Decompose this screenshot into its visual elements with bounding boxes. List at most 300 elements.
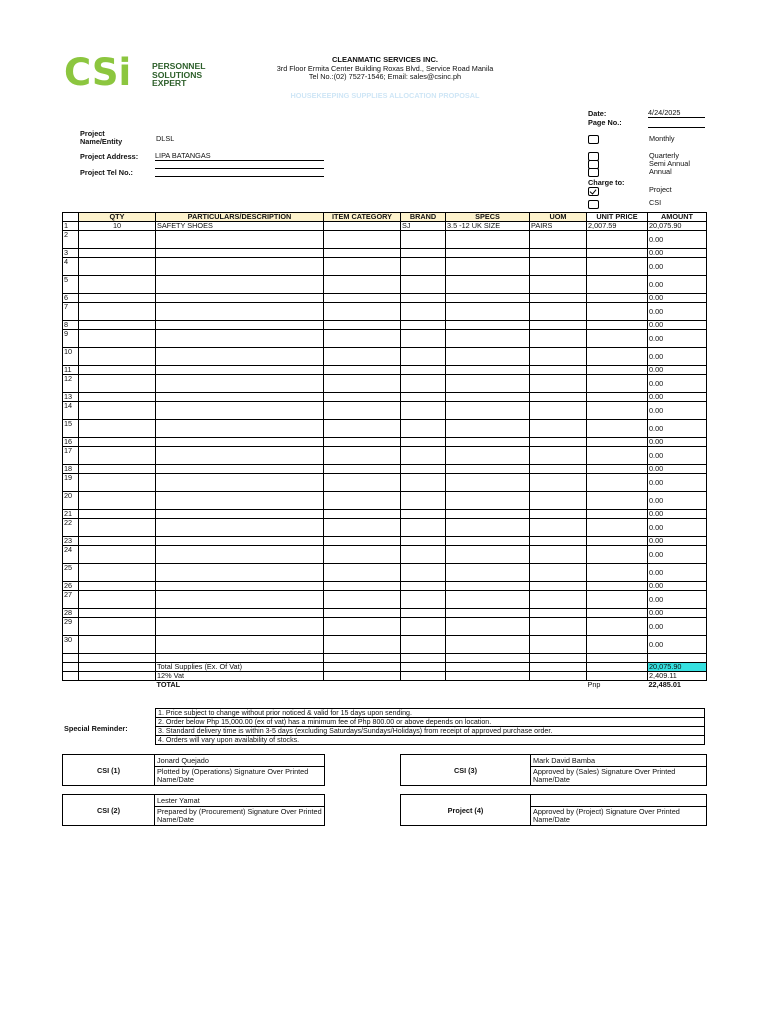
cell-uom[interactable] [530, 249, 587, 258]
cell-specs[interactable] [446, 492, 530, 510]
cell-amount[interactable]: 0.00 [648, 609, 707, 618]
cell-desc[interactable] [156, 636, 324, 654]
monthly-checkbox[interactable] [588, 135, 599, 144]
cell-desc[interactable] [156, 582, 324, 591]
cell-uom[interactable] [530, 303, 587, 321]
cell-amount[interactable]: 0.00 [648, 474, 707, 492]
cell-amount[interactable]: 0.00 [648, 402, 707, 420]
cell-amount[interactable]: 0.00 [648, 546, 707, 564]
csi-checkbox[interactable] [588, 200, 599, 209]
vat-row [63, 672, 707, 681]
cell-amount[interactable]: 0.00 [648, 582, 707, 591]
cell-brand[interactable] [401, 618, 446, 636]
table-row [63, 537, 707, 546]
cell-qty[interactable] [79, 636, 156, 654]
cell-desc[interactable] [156, 519, 324, 537]
cell-specs[interactable]: 3.5 -12 UK SIZE [446, 222, 530, 231]
cell-amount[interactable]: 0.00 [648, 420, 707, 438]
cell-brand[interactable] [401, 492, 446, 510]
cell-uom[interactable] [530, 447, 587, 465]
table-row [63, 276, 707, 294]
cell-desc[interactable] [156, 564, 324, 582]
total-currency: Pnp [587, 680, 601, 689]
project-checkbox[interactable] [588, 187, 599, 196]
cell-qty[interactable] [79, 231, 156, 249]
table-row [63, 366, 707, 375]
table-row [63, 321, 707, 330]
cell-desc[interactable] [156, 294, 324, 303]
cell-desc[interactable] [156, 447, 324, 465]
cell-no: 30 [63, 636, 79, 654]
cell-price[interactable] [587, 393, 648, 402]
cell-qty[interactable] [79, 447, 156, 465]
cell-desc[interactable] [156, 420, 324, 438]
cell-desc[interactable] [156, 618, 324, 636]
table-row [63, 618, 707, 636]
cell-cat[interactable] [324, 330, 401, 348]
cell-brand[interactable] [401, 231, 446, 249]
cell-cat[interactable] [324, 582, 401, 591]
company-contact: Tel No.:(02) 7527-1546; Email: sales@csinc.ph [308, 72, 462, 82]
cell-specs[interactable] [446, 321, 530, 330]
cell-desc[interactable]: SAFETY SHOES [156, 222, 324, 231]
cell-specs[interactable] [446, 402, 530, 420]
cell-amount[interactable]: 0.00 [648, 321, 707, 330]
cell-brand[interactable] [401, 249, 446, 258]
cell-brand[interactable] [401, 393, 446, 402]
cell-uom[interactable] [530, 546, 587, 564]
cell-desc[interactable] [156, 303, 324, 321]
cell-brand[interactable] [401, 636, 446, 654]
cell-price[interactable] [587, 330, 648, 348]
cell-brand[interactable] [401, 564, 446, 582]
cell-cat[interactable] [324, 375, 401, 393]
cell-cat[interactable] [324, 294, 401, 303]
cell-desc[interactable] [156, 249, 324, 258]
cell-uom[interactable] [530, 366, 587, 375]
header-uom: UOM [530, 213, 587, 222]
grand-total-row [63, 681, 707, 690]
annual-checkbox[interactable] [588, 168, 599, 177]
cell-brand[interactable] [401, 348, 446, 366]
cell-specs[interactable] [446, 375, 530, 393]
cell-cat[interactable] [324, 618, 401, 636]
cell-amount[interactable]: 0.00 [648, 249, 707, 258]
date-label: Date: [588, 109, 607, 118]
reminder-note: 4. Orders will vary upon availability of stocks. [156, 736, 705, 745]
project-name-value[interactable]: DLSL [156, 134, 175, 143]
cell-cat[interactable] [324, 537, 401, 546]
cell-brand[interactable] [401, 294, 446, 303]
cell-specs[interactable] [446, 330, 530, 348]
cell-uom[interactable] [530, 636, 587, 654]
cell-specs[interactable] [446, 609, 530, 618]
cell-cat[interactable] [324, 249, 401, 258]
cell-price[interactable] [587, 231, 648, 249]
cell-uom[interactable] [530, 609, 587, 618]
cell-qty[interactable] [79, 321, 156, 330]
cell-uom[interactable] [530, 618, 587, 636]
cell-desc[interactable] [156, 510, 324, 519]
cell-brand[interactable] [401, 438, 446, 447]
cell-uom[interactable] [530, 420, 587, 438]
cell-price[interactable] [587, 618, 648, 636]
cell-amount[interactable]: 0.00 [648, 564, 707, 582]
cell-specs[interactable] [446, 249, 530, 258]
cell-qty[interactable] [79, 591, 156, 609]
signature-box-csi-1 [62, 754, 325, 786]
cell-qty[interactable] [79, 402, 156, 420]
cell-amount[interactable]: 0.00 [648, 510, 707, 519]
total-supplies-label: Total Supplies (Ex. Of Vat) [156, 663, 324, 672]
cell-qty[interactable] [79, 582, 156, 591]
cell-qty[interactable] [79, 510, 156, 519]
cell-price[interactable] [587, 492, 648, 510]
cell-specs[interactable] [446, 348, 530, 366]
cell-desc[interactable] [156, 321, 324, 330]
cell-amount[interactable]: 0.00 [648, 492, 707, 510]
cell-desc[interactable] [156, 492, 324, 510]
cell-cat[interactable] [324, 393, 401, 402]
cell-qty[interactable] [79, 258, 156, 276]
cell-cat[interactable] [324, 276, 401, 294]
cell-price[interactable] [587, 636, 648, 654]
cell-brand[interactable] [401, 276, 446, 294]
cell-uom[interactable] [530, 330, 587, 348]
cell-desc[interactable] [156, 465, 324, 474]
cell-brand[interactable] [401, 321, 446, 330]
cell-uom[interactable] [530, 492, 587, 510]
cell-price[interactable]: 2,007.59 [587, 222, 648, 231]
cell-brand[interactable] [401, 510, 446, 519]
cell-specs[interactable] [446, 618, 530, 636]
cell-specs[interactable] [446, 420, 530, 438]
project-tel-field[interactable] [155, 168, 324, 177]
cell-amount[interactable]: 0.00 [648, 258, 707, 276]
cell-price[interactable] [587, 591, 648, 609]
cell-amount[interactable]: 0.00 [648, 375, 707, 393]
form-title: HOUSEKEEPING SUPPLIES ALLOCATION PROPOSAL [290, 91, 480, 100]
cell-specs[interactable] [446, 519, 530, 537]
cell-qty[interactable] [79, 492, 156, 510]
cell-amount[interactable]: 0.00 [648, 231, 707, 249]
cell-desc[interactable] [156, 231, 324, 249]
cell-brand[interactable] [401, 330, 446, 348]
cell-uom[interactable] [530, 231, 587, 249]
cell-qty[interactable] [79, 249, 156, 258]
cell-qty[interactable] [79, 330, 156, 348]
cell-price[interactable] [587, 258, 648, 276]
cell-no: 7 [63, 303, 79, 321]
cell-specs[interactable] [446, 636, 530, 654]
cell-specs[interactable] [446, 303, 530, 321]
cell-price[interactable] [587, 564, 648, 582]
cell-amount[interactable]: 0.00 [648, 366, 707, 375]
cell-cat[interactable] [324, 303, 401, 321]
cell-cat[interactable] [324, 465, 401, 474]
cell-amount[interactable]: 0.00 [648, 294, 707, 303]
cell-uom[interactable] [530, 258, 587, 276]
header-qty: QTY [79, 213, 156, 222]
cell-price[interactable] [587, 402, 648, 420]
cell-price[interactable] [587, 249, 648, 258]
signatory-name[interactable]: Mark David Bamba [531, 755, 706, 767]
cell-brand[interactable]: SJ [401, 222, 446, 231]
monthly-label: Monthly [649, 134, 675, 143]
cell-qty[interactable] [79, 564, 156, 582]
vat-value: 2,409.11 [648, 672, 707, 681]
cell-uom[interactable] [530, 510, 587, 519]
cell-specs[interactable] [446, 546, 530, 564]
cell-cat[interactable] [324, 474, 401, 492]
cell-cat[interactable] [324, 492, 401, 510]
cell-qty[interactable] [79, 618, 156, 636]
cell-price[interactable] [587, 447, 648, 465]
cell-price[interactable] [587, 276, 648, 294]
cell-uom[interactable] [530, 582, 587, 591]
cell-uom[interactable] [530, 537, 587, 546]
cell-amount[interactable]: 0.00 [648, 537, 707, 546]
cell-uom[interactable] [530, 393, 587, 402]
cell-uom[interactable] [530, 474, 587, 492]
cell-cat[interactable] [324, 258, 401, 276]
cell-price[interactable] [587, 465, 648, 474]
cell-brand[interactable] [401, 447, 446, 465]
cell-price[interactable] [587, 582, 648, 591]
cell-price[interactable] [587, 510, 648, 519]
cell-price[interactable] [587, 375, 648, 393]
cell-qty[interactable] [79, 465, 156, 474]
tagline-line: EXPERT [152, 78, 187, 89]
cell-desc[interactable] [156, 375, 324, 393]
charge-csi-label: CSI [649, 198, 662, 207]
cell-uom[interactable] [530, 375, 587, 393]
cell-brand[interactable] [401, 366, 446, 375]
cell-desc[interactable] [156, 438, 324, 447]
cell-price[interactable] [587, 519, 648, 537]
cell-amount[interactable]: 0.00 [648, 348, 707, 366]
signatory-caption: Approved by (Sales) Signature Over Printed Name/Date [533, 767, 676, 784]
page-no-field[interactable] [648, 118, 705, 128]
cell-desc[interactable] [156, 258, 324, 276]
cell-specs[interactable] [446, 276, 530, 294]
cell-specs[interactable] [446, 294, 530, 303]
cell-no: 9 [63, 330, 79, 348]
cell-uom[interactable] [530, 438, 587, 447]
cell-amount[interactable]: 0.00 [648, 618, 707, 636]
cell-price[interactable] [587, 348, 648, 366]
cell-cat[interactable] [324, 510, 401, 519]
cell-brand[interactable] [401, 402, 446, 420]
cell-cat[interactable] [324, 222, 401, 231]
header-category: ITEM CATEGORY [324, 213, 401, 222]
company-address: 3rd Floor Ermita Center Building Roxas Blvd., Service Road Manila [276, 64, 494, 73]
cell-specs[interactable] [446, 366, 530, 375]
cell-cat[interactable] [324, 348, 401, 366]
cell-cat[interactable] [324, 546, 401, 564]
cell-amount[interactable]: 0.00 [648, 519, 707, 537]
project-address-label: Project Address: [80, 152, 139, 161]
total-value: 22,485.01 [648, 680, 681, 689]
cell-specs[interactable] [446, 591, 530, 609]
cell-cat[interactable] [324, 447, 401, 465]
cell-specs[interactable] [446, 393, 530, 402]
cell-amount[interactable]: 0.00 [648, 465, 707, 474]
cell-cat[interactable] [324, 438, 401, 447]
blank-row [63, 654, 707, 663]
cell-uom[interactable] [530, 465, 587, 474]
cell-cat[interactable] [324, 420, 401, 438]
table-row [63, 609, 707, 618]
header-unit-price: UNIT PRICE [587, 213, 648, 222]
cell-desc[interactable] [156, 393, 324, 402]
cell-cat[interactable] [324, 609, 401, 618]
cell-desc[interactable] [156, 366, 324, 375]
cell-uom[interactable] [530, 591, 587, 609]
cell-specs[interactable] [446, 447, 530, 465]
cell-cat[interactable] [324, 519, 401, 537]
cell-specs[interactable] [446, 537, 530, 546]
cell-price[interactable] [587, 546, 648, 564]
cell-qty[interactable]: 10 [79, 222, 156, 231]
cell-cat[interactable] [324, 321, 401, 330]
cell-amount[interactable]: 0.00 [648, 447, 707, 465]
cell-qty[interactable] [79, 294, 156, 303]
cell-amount[interactable]: 0.00 [648, 303, 707, 321]
cell-specs[interactable] [446, 564, 530, 582]
cell-cat[interactable] [324, 231, 401, 249]
table-row [63, 330, 707, 348]
cell-qty[interactable] [79, 276, 156, 294]
cell-uom[interactable] [530, 276, 587, 294]
cell-uom[interactable] [530, 564, 587, 582]
cell-desc[interactable] [156, 276, 324, 294]
cell-amount[interactable]: 0.00 [648, 276, 707, 294]
cell-specs[interactable] [446, 438, 530, 447]
cell-qty[interactable] [79, 546, 156, 564]
cell-qty[interactable] [79, 366, 156, 375]
cell-desc[interactable] [156, 609, 324, 618]
cell-brand[interactable] [401, 465, 446, 474]
signatory-name[interactable] [531, 795, 706, 807]
table-row [63, 402, 707, 420]
table-row [63, 519, 707, 537]
cell-qty[interactable] [79, 438, 156, 447]
date-field[interactable]: 4/24/2025 [648, 108, 705, 118]
cell-specs[interactable] [446, 582, 530, 591]
cell-qty[interactable] [79, 420, 156, 438]
cell-amount[interactable]: 0.00 [648, 330, 707, 348]
cell-cat[interactable] [324, 366, 401, 375]
cell-price[interactable] [587, 474, 648, 492]
cell-uom[interactable]: PAIRS [530, 222, 587, 231]
cell-desc[interactable] [156, 330, 324, 348]
cell-qty[interactable] [79, 537, 156, 546]
cell-desc[interactable] [156, 537, 324, 546]
table-row [63, 510, 707, 519]
cell-uom[interactable] [530, 519, 587, 537]
cell-qty[interactable] [79, 303, 156, 321]
cell-desc[interactable] [156, 546, 324, 564]
cell-desc[interactable] [156, 591, 324, 609]
cell-no: 20 [63, 492, 79, 510]
cell-cat[interactable] [324, 402, 401, 420]
items-table [62, 212, 707, 689]
signatory-name[interactable]: Lester Yamat [155, 795, 324, 807]
cell-specs[interactable] [446, 258, 530, 276]
cell-brand[interactable] [401, 375, 446, 393]
project-address-field[interactable]: LIPA BATANGAS [155, 151, 324, 161]
cell-no: 29 [63, 618, 79, 636]
cell-amount[interactable]: 0.00 [648, 591, 707, 609]
cell-no: 26 [63, 582, 79, 591]
tagline-line: PERSONNEL [152, 61, 206, 71]
cell-brand[interactable] [401, 537, 446, 546]
cell-no: 27 [63, 591, 79, 609]
cell-amount[interactable]: 0.00 [648, 636, 707, 654]
cell-specs[interactable] [446, 474, 530, 492]
cell-specs[interactable] [446, 231, 530, 249]
cell-uom[interactable] [530, 321, 587, 330]
cell-amount[interactable]: 0.00 [648, 393, 707, 402]
cell-specs[interactable] [446, 510, 530, 519]
cell-brand[interactable] [401, 582, 446, 591]
cell-qty[interactable] [79, 519, 156, 537]
cell-desc[interactable] [156, 474, 324, 492]
signatory-role: CSI (1) [63, 755, 155, 785]
cell-uom[interactable] [530, 348, 587, 366]
cell-uom[interactable] [530, 294, 587, 303]
cell-brand[interactable] [401, 519, 446, 537]
cell-amount[interactable]: 20,075.90 [648, 222, 707, 231]
cell-qty[interactable] [79, 474, 156, 492]
cell-price[interactable] [587, 294, 648, 303]
cell-qty[interactable] [79, 393, 156, 402]
cell-price[interactable] [587, 303, 648, 321]
cell-price[interactable] [587, 366, 648, 375]
vat-label: 12% Vat [156, 672, 324, 681]
cell-qty[interactable] [79, 348, 156, 366]
cell-uom[interactable] [530, 402, 587, 420]
cell-price[interactable] [587, 537, 648, 546]
signatory-caption: Approved by (Project) Signature Over Printed Name/Date [533, 807, 680, 824]
cell-brand[interactable] [401, 303, 446, 321]
cell-price[interactable] [587, 438, 648, 447]
cell-amount[interactable]: 0.00 [648, 438, 707, 447]
signatory-role: CSI (3) [401, 755, 531, 785]
cell-price[interactable] [587, 609, 648, 618]
cell-brand[interactable] [401, 609, 446, 618]
cell-brand[interactable] [401, 474, 446, 492]
cell-brand[interactable] [401, 420, 446, 438]
table-row [63, 393, 707, 402]
cell-qty[interactable] [79, 375, 156, 393]
cell-specs[interactable] [446, 465, 530, 474]
cell-brand[interactable] [401, 591, 446, 609]
signatory-name[interactable]: Jonard Quejado [155, 755, 324, 767]
signature-box-csi-3 [400, 754, 707, 786]
cell-brand[interactable] [401, 258, 446, 276]
cell-cat[interactable] [324, 564, 401, 582]
cell-desc[interactable] [156, 348, 324, 366]
cell-price[interactable] [587, 321, 648, 330]
cell-cat[interactable] [324, 591, 401, 609]
cell-price[interactable] [587, 420, 648, 438]
cell-cat[interactable] [324, 636, 401, 654]
cell-desc[interactable] [156, 402, 324, 420]
cell-qty[interactable] [79, 609, 156, 618]
cell-brand[interactable] [401, 546, 446, 564]
